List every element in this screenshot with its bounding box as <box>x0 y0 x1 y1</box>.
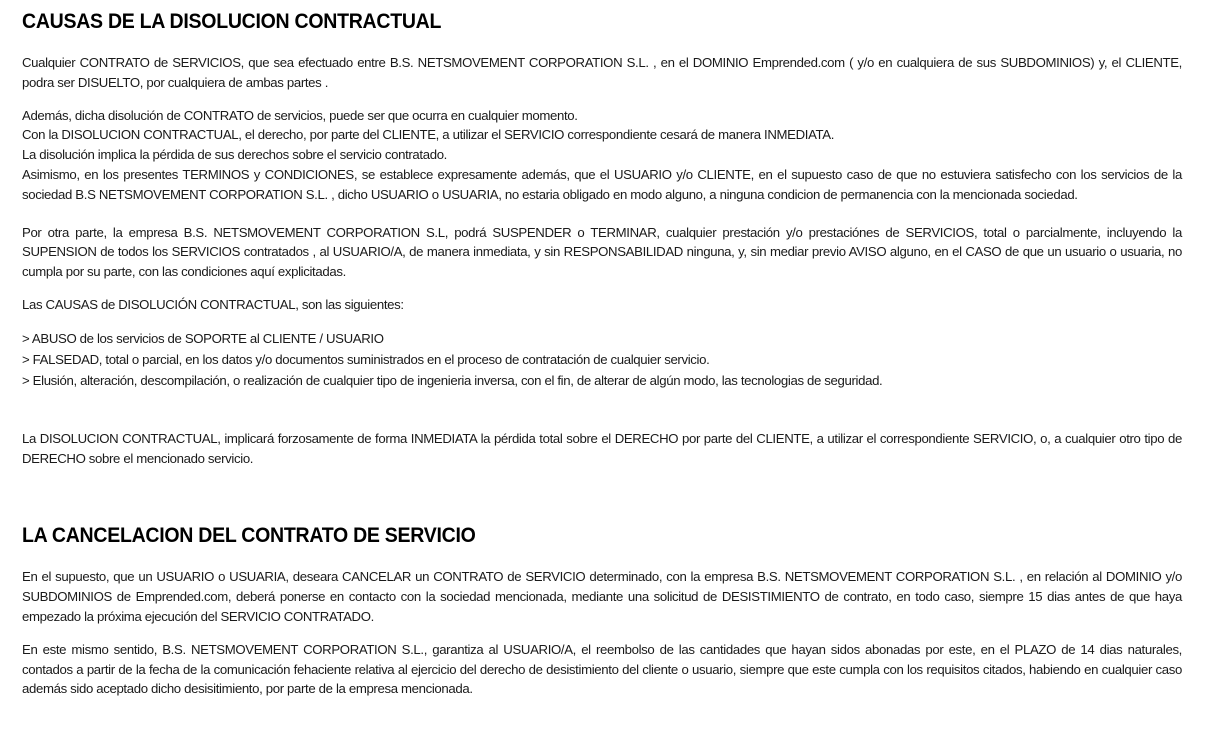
list-item: > Elusión, alteración, descompilación, o realización de cualquier tipo de ingenieria inversa, con el fin, de alterar de algún modo, las tecnologias de seguridad. <box>22 372 883 388</box>
paragraph-ademas-line2: Con la DISOLUCION CONTRACTUAL, el derecho, por parte del CLIENTE, a utilizar el SERVICIO correspondiente cesará de manera INMEDIATA. <box>22 127 835 143</box>
list-item: > FALSEDAD, total o parcial, en los datos y/o documentos suministrados en el proceso de contratación de cualquier servicio. <box>22 351 710 367</box>
paragraph-disolucion-implica: La DISOLUCION CONTRACTUAL, implicará forzosamente de forma INMEDIATA la pérdida total sobre el DERECHO por parte del CLIENTE, a utilizar el correspondiente SERVICIO, o, a cualquier otro tipo de DERECHO sobre el mencionado servicio. <box>22 430 1182 466</box>
paragraph-contrato-disuelto: Cualquier CONTRATO de SERVICIOS, que sea efectuado entre B.S. NETSMOVEMENT CORPORATION S.L. , en el DOMINIO Emprended.com ( y/o en cualquiera de sus SUBDOMINIOS) y, el CLIENTE, podra ser DISUELTO, por cualquiera de ambas partes . <box>22 55 1182 90</box>
causas-list <box>22 328 1182 391</box>
document-page <box>22 8 1182 699</box>
paragraph-supuesto-cancelar: En el supuesto, que un USUARIO o USUARIA, deseara CANCELAR un CONTRATO de SERVICIO determinado, con la empresa B.S. NETSMOVEMENT CORPORATION S.L. , en relación al DOMINIO y/o SUBDOMINIOS de Emprended.com, deberá ponerse en contacto con la sociedad mencionada, mediante una solicitud de DESISTIMIENTO de contrato, en todo caso, siempre 15 dias antes de que haya empezado la próxima ejecución del SERVICIO CONTRATADO. <box>22 569 1182 624</box>
paragraph-por-otra-parte: Por otra parte, la empresa B.S. NETSMOVEMENT CORPORATION S.L, podrá SUSPENDER o TERMINAR, cualquier prestación y/o prestaciónes de SERVICIOS, total o parcialmente, incluyendo la SUPENSION de todos los SERVICIOS contratados , al USUARIO/A, de manera inmediata, y sin RESPONSABILIDAD ninguna, y, sin mediar previo AVISO alguno, en el CASO de que un usuario o usuaria, no cumpla por su parte, con las condiciones aquí explicitadas. <box>22 224 1182 280</box>
paragraph-causas-intro: Las CAUSAS de DISOLUCIÓN CONTRACTUAL, son las siguientes: <box>22 296 404 312</box>
list-item: > ABUSO de los servicios de SOPORTE al CLIENTE / USUARIO <box>22 330 384 346</box>
paragraph-ademas-line1: Además, dicha disolución de CONTRATO de servicios, puede ser que ocurra en cualquier momento. <box>22 107 578 123</box>
paragraph-reembolso: En este mismo sentido, B.S. NETSMOVEMENT CORPORATION S.L., garantiza al USUARIO/A, el reembolso de las cantidades que hayan sidos abonadas por este, en el PLAZO de 14 dias naturales, contados a partir de la fecha de la comunicación fehaciente relativa al ejercicio del derecho de desistimiento del cliente o usuario, siempre que este cumpla con los requisitos citados, habiendo en cualquier caso además sido aceptado dicho desisitimiento, por parte de la empresa mencionada. <box>22 641 1182 697</box>
section-title-cancelacion: LA CANCELACION DEL CONTRATO DE SERVICIO <box>22 524 476 548</box>
paragraph-asimismo: Asimismo, en los presentes TERMINOS y CONDICIONES, se establece expresamente además, que el USUARIO y/o CLIENTE, en el supuesto caso de que no estuviera satisfecho con los servicios de la sociedad B.S NETSMOVEMENT CORPORATION S.L. , dicho USUARIO o USUARIA, no estaria obligado en modo alguno, a ninguna condicion de permanencia con la mencionada sociedad. <box>22 166 1182 202</box>
paragraph-ademas-line3: La disolución implica la pérdida de sus derechos sobre el servicio contratado. <box>22 147 447 163</box>
section-title-causas-disolucion: CAUSAS DE LA DISOLUCION CONTRACTUAL <box>22 10 442 33</box>
